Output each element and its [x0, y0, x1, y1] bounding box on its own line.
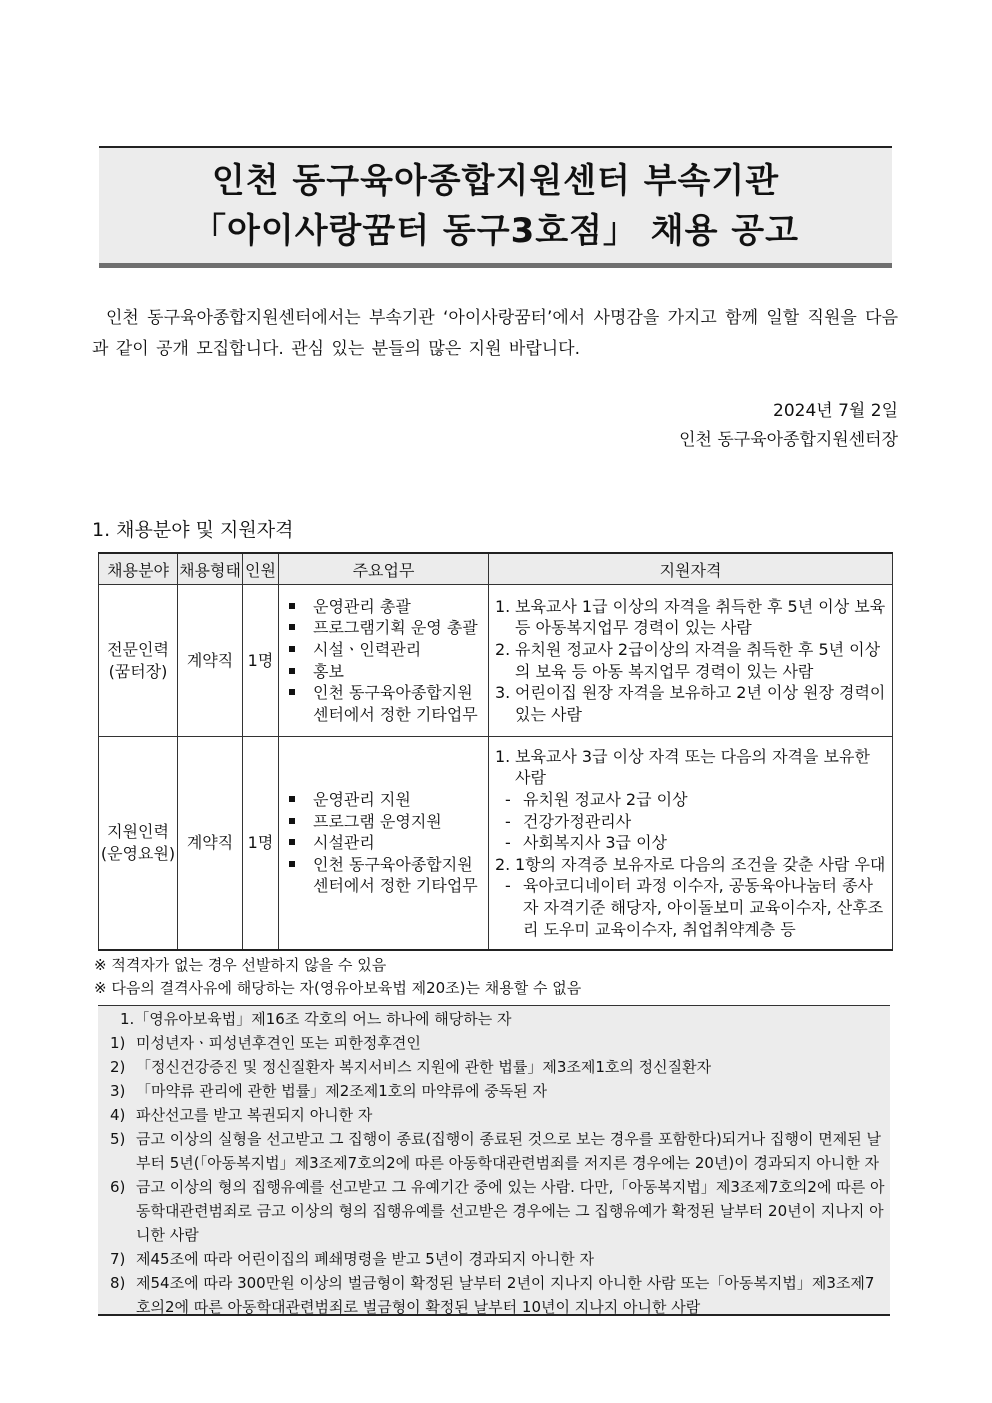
- disqualification-item: [98, 1127, 890, 1175]
- item-dash: -: [505, 811, 511, 831]
- item-number: 8): [110, 1274, 126, 1292]
- field-role: (꿈터장): [108, 661, 168, 681]
- qualification-subitem: [493, 811, 888, 833]
- item-number: 2.: [495, 854, 511, 874]
- item-dash: -: [505, 790, 511, 810]
- qualifications-cell: [489, 585, 893, 737]
- disqualification-box: [98, 1005, 890, 1316]
- section-heading: 1. 채용분야 및 지원자격: [92, 519, 294, 541]
- item-text: 어린이집 원장 자격을 보유하고 2년 이상 원장 경력이 있는 사람: [515, 683, 886, 724]
- item-number: 3): [110, 1082, 126, 1100]
- duties-cell: [279, 585, 489, 737]
- qualification-subitem: [493, 875, 888, 940]
- item-number: 1.: [495, 596, 511, 616]
- item-number: 1): [110, 1034, 126, 1052]
- item-text: 보육교사 3급 이상 자격 또는 다음의 자격을 보유한 사람: [515, 746, 870, 788]
- disqualification-item: [98, 1175, 890, 1247]
- list-item: 홍보: [283, 661, 484, 683]
- field-cell: [99, 737, 178, 951]
- item-text: 제54조에 따라 300만원 이상의 벌금형이 확정된 날부터 2년이 지나지 아니한 사람 또는「아동복지법」제3조제7호의2에 따른 아동학대관련범죄로 벌금형이 확정된 날부터 10년이 지나지 아니한 사람: [136, 1274, 875, 1316]
- disqualification-item: [98, 1271, 890, 1319]
- item-number: 2): [110, 1058, 126, 1076]
- item-number: 3.: [495, 683, 511, 703]
- qualification-item: [493, 746, 888, 789]
- column-header: 주요업무: [279, 553, 489, 585]
- field-cell: [99, 585, 178, 737]
- notice-issuer: 인천 동구육아종합지원센터장: [679, 430, 898, 450]
- disqualification-item: [98, 1055, 890, 1079]
- qualification-item: [493, 596, 888, 639]
- column-header: 지원자격: [489, 553, 893, 585]
- item-text: 파산선고를 받고 복권되지 아니한 자: [136, 1106, 373, 1124]
- duties-cell: [279, 737, 489, 951]
- qualification-item: [493, 682, 888, 725]
- note: ※ 적격자가 없는 경우 선발하지 않을 수 있음: [94, 956, 387, 974]
- employment-type: 계약직: [178, 737, 243, 951]
- item-number: 6): [110, 1178, 126, 1196]
- item-text: 제45조에 따라 어린이집의 폐쇄명령을 받고 5년이 경과되지 아니한 자: [136, 1250, 595, 1268]
- list-item: 시설관리: [283, 832, 484, 854]
- notice-date: 2024년 7월 2일: [773, 401, 898, 421]
- table-row: [99, 585, 893, 737]
- field-name: 전문인력: [107, 639, 169, 659]
- qualification-item: [493, 854, 888, 876]
- item-number: 5): [110, 1130, 126, 1148]
- list-item: 프로그램기획 운영 총괄: [283, 617, 484, 639]
- list-item: 인천 동구육아종합지원 센터에서 정한 기타업무: [283, 682, 484, 725]
- qualification-subitem: [493, 832, 888, 854]
- item-text: 육아코디네이터 과정 이수자, 공동육아나눔터 종사자 자격기준 해당자, 아이돌보미 교육이수자, 산후조리 도우미 교육이수자, 취업취약계층 등: [523, 876, 884, 939]
- intro-text: 인천 동구육아종합지원센터에서는 부속기관 ‘아이사랑꿈터’에서 사명감을 가지고 함께 일할 직원을 다음과 같이 공개 모집합니다. 관심 있는 분들의 많은 지원 바랍니다.: [92, 308, 898, 359]
- disqualification-item: [98, 1079, 890, 1103]
- disqualification-item: [98, 1103, 890, 1127]
- column-header: 채용형태: [178, 553, 243, 585]
- item-text: 미성년자ㆍ피성년후견인 또는 피한정후견인: [136, 1034, 421, 1052]
- disqualification-item: [98, 1247, 890, 1271]
- item-dash: -: [505, 833, 511, 853]
- headcount: 1명: [243, 737, 279, 951]
- item-text: 「마약류 관리에 관한 법률」제2조제1호의 마약류에 중독된 자: [136, 1082, 547, 1100]
- item-text: 사회복지사 3급 이상: [523, 833, 667, 853]
- column-header: 채용분야: [99, 553, 178, 585]
- item-text: 금고 이상의 실형을 선고받고 그 집행이 종료(집행이 종료된 것으로 보는 경우를 포함한다)되거나 집행이 면제된 날부터 5년(「아동복지법」제3조제7호의2에 따른 아동학대관련범죄를 저지른 경우에는 20년)이 경과되지 아니한 자: [136, 1130, 882, 1172]
- list-item: 운영관리 총괄: [283, 596, 484, 618]
- item-text: 건강가정관리사: [523, 811, 632, 831]
- item-text: 1항의 자격증 보유자로 다음의 조건을 갖춘 사람 우대: [515, 854, 886, 874]
- note: ※ 다음의 결격사유에 해당하는 자(영유아보육법 제20조)는 채용할 수 없음: [94, 979, 582, 997]
- qualification-subitem: [493, 789, 888, 811]
- page-title-line1: 인천 동구육아종합지원센터 부속기관: [211, 161, 780, 201]
- item-number: 7): [110, 1250, 126, 1268]
- item-text: 보육교사 1급 이상의 자격을 취득한 후 5년 이상 보육 등 아동복지업무 경력이 있는 사람: [515, 596, 886, 638]
- intro-paragraph: [92, 303, 898, 365]
- page-title-line2: 「아이사랑꿈터 동구3호점」 채용 공고: [192, 211, 799, 251]
- field-role: (운영요원): [100, 844, 176, 863]
- item-text: 유치원 정교사 2급이상의 자격을 취득한 후 5년 이상의 보육 등 아동 복지업무 경력이 있는 사람: [515, 639, 881, 681]
- table-header-row: [99, 553, 893, 585]
- item-number: 2.: [495, 639, 511, 659]
- title-box: [99, 146, 892, 268]
- disqualification-item: [98, 1031, 890, 1055]
- item-text: 「정신건강증진 및 정신질환자 복지서비스 지원에 관한 법률」제3조제1호의 정신질환자: [136, 1058, 712, 1076]
- item-number: 4): [110, 1106, 126, 1124]
- employment-type: 계약직: [178, 585, 243, 737]
- recruitment-table: [98, 552, 893, 951]
- headcount: 1명: [243, 585, 279, 737]
- qualification-item: [493, 639, 888, 682]
- column-header: 인원: [243, 553, 279, 585]
- field-name: 지원인력: [107, 822, 169, 841]
- item-text: 유치원 정교사 2급 이상: [523, 790, 688, 810]
- list-item: 시설ㆍ인력관리: [283, 639, 484, 661]
- table-row: [99, 737, 893, 951]
- list-item: 운영관리 지원: [283, 789, 484, 811]
- item-number: 1.: [495, 746, 511, 766]
- list-item: 인천 동구육아종합지원 센터에서 정한 기타업무: [283, 854, 484, 897]
- item-dash: -: [505, 876, 511, 896]
- disqualification-heading: 1.「영유아보육법」제16조 각호의 어느 하나에 해당하는 자: [120, 1010, 512, 1028]
- list-item: 프로그램 운영지원: [283, 811, 484, 833]
- item-text: 금고 이상의 형의 집행유예를 선고받고 그 유예기간 중에 있는 사람. 다만,「아동복지법」제3조제7호의2에 따른 아동학대관련범죄로 금고 이상의 형의 집행유예를 선고받은 경우에는 그 집행유예가 확정된 날부터 20년이 지나지 아니한 사람: [136, 1178, 885, 1244]
- qualifications-cell: [489, 737, 893, 951]
